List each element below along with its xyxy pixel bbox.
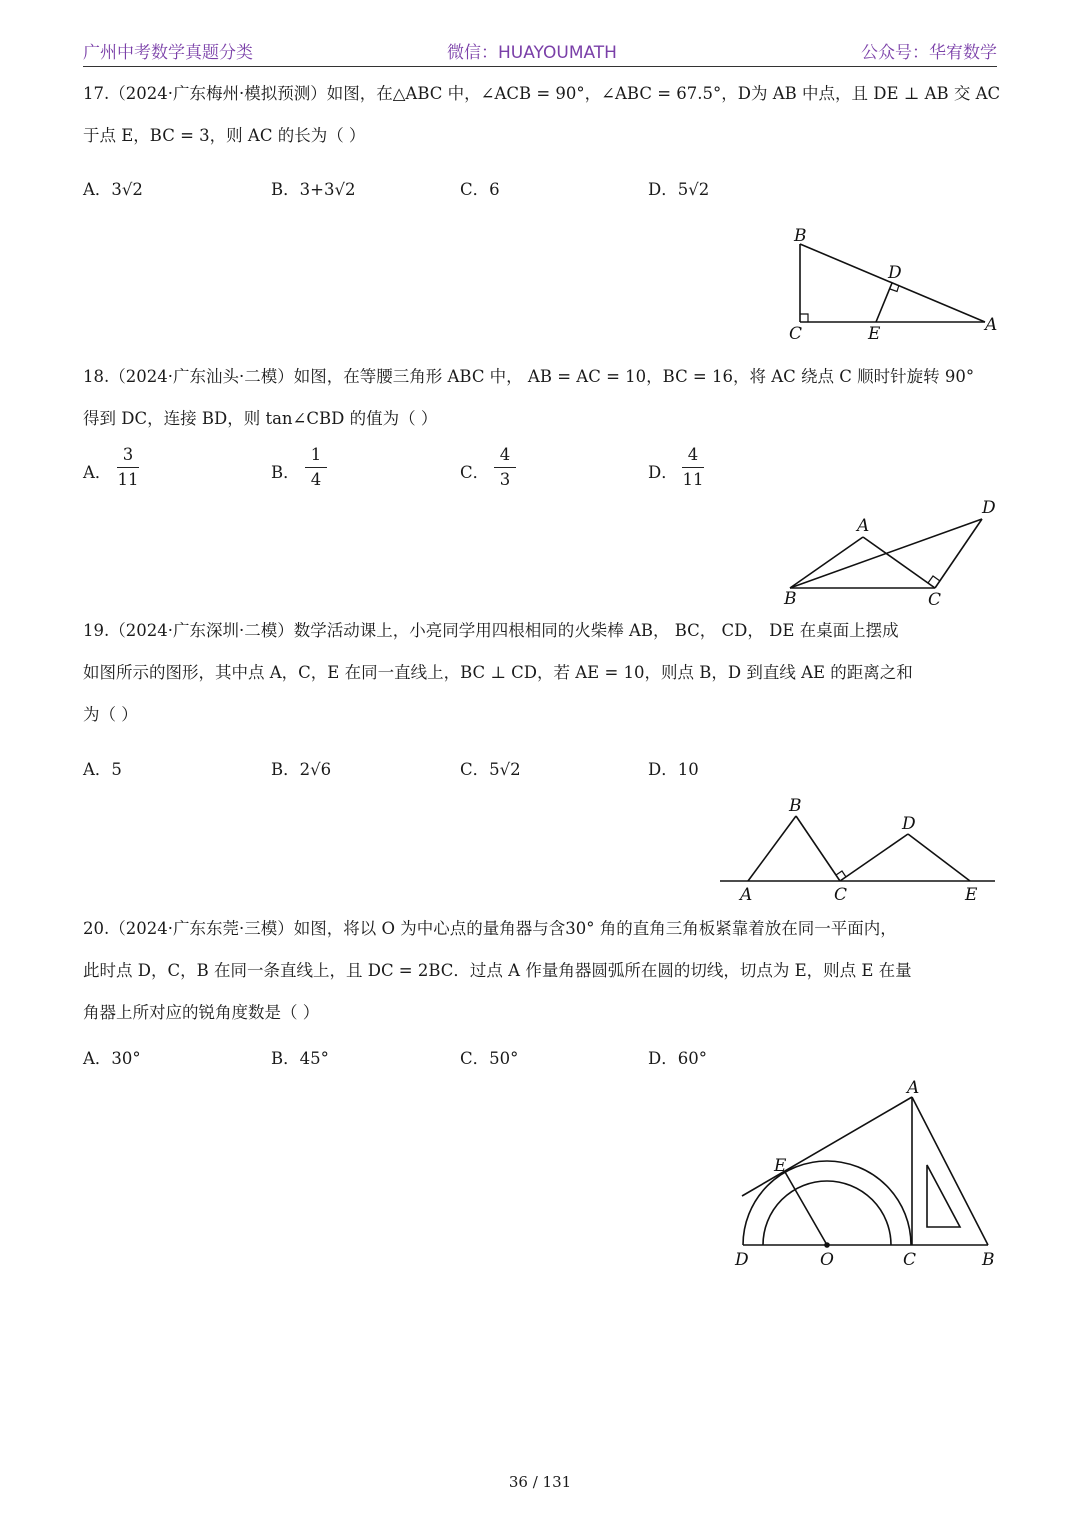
- option-b: B．3+3√2: [271, 180, 356, 199]
- question-text: 得到 DC，连接 BD，则 tan∠CBD 的值为（ ）: [83, 409, 438, 428]
- option-label: B．: [271, 463, 300, 482]
- option-d: D．10: [648, 760, 699, 779]
- label-e: E: [868, 324, 881, 344]
- figure-17: [780, 222, 1000, 344]
- center-point-o: [824, 1242, 830, 1248]
- figure-19: [715, 792, 1005, 904]
- page-number: 36 / 131: [508, 1473, 572, 1491]
- option-label: C．: [460, 463, 490, 482]
- label-a: A: [985, 315, 998, 335]
- option-label: D．: [648, 463, 678, 482]
- fraction-bar: [117, 467, 139, 468]
- segment-de: [908, 834, 970, 881]
- option-a: A．3√2: [83, 180, 143, 199]
- denominator: 4: [310, 470, 322, 489]
- segment-ab: [800, 244, 985, 322]
- fraction: [682, 445, 704, 490]
- right-angle-c: [800, 314, 808, 322]
- segment-ac: [863, 537, 935, 588]
- label-e: E: [774, 1156, 787, 1176]
- option-c: C．50°: [460, 1049, 519, 1068]
- label-c: C: [834, 885, 848, 904]
- question-text: 17.（2024·广东梅州·模拟预测）如图，在△ABC 中，∠ACB = 90°，∠ABC = 67.5°，D为 AB 中点，且 DE ⊥ AB 交 AC: [83, 84, 1001, 103]
- header-wechat: 微信：HUAYOUMATH: [447, 43, 617, 63]
- fraction-bar: [494, 467, 516, 468]
- fraction-bar: [305, 467, 327, 468]
- question-text: 此时点 D，C，B 在同一条直线上，且 DC = 2BC．过点 A 作量角器圆弧所在圆的切线，切点为 E，则点 E 在量: [83, 961, 912, 980]
- option-c: C．5√2: [460, 760, 521, 779]
- numerator: 3: [122, 445, 134, 464]
- label-e: E: [965, 885, 978, 904]
- header-title: 广州中考数学真题分类: [83, 43, 253, 63]
- fraction: [117, 445, 139, 490]
- header-account: 公众号：华宥数学: [861, 43, 997, 63]
- label-a: A: [740, 885, 753, 904]
- label-b: B: [982, 1250, 995, 1270]
- protractor-outer-arc: [743, 1161, 911, 1245]
- label-b: B: [794, 226, 807, 246]
- option-a: A．30°: [83, 1049, 141, 1068]
- question-text: 为（ ）: [83, 705, 138, 724]
- segment-ba: [790, 537, 863, 588]
- fraction-bar: [682, 467, 704, 468]
- option-b: B．2√6: [271, 760, 332, 779]
- segment-cd: [840, 834, 908, 881]
- option-b: B．45°: [271, 1049, 329, 1068]
- option-d: D．5√2: [648, 180, 710, 199]
- numerator: 1: [310, 445, 322, 464]
- label-b: B: [784, 589, 797, 608]
- label-c: C: [903, 1250, 917, 1270]
- question-text: 角器上所对应的锐角度数是（ ）: [83, 1003, 320, 1022]
- triangle-cutout: [927, 1165, 960, 1227]
- question-text: 19.（2024·广东深圳·二模）数学活动课上，小亮同学用四根相同的火柴棒 AB， BC， CD， DE 在桌面上摆成: [83, 621, 899, 640]
- denominator: 11: [682, 470, 704, 489]
- label-c: C: [928, 590, 942, 608]
- denominator: 3: [499, 470, 511, 489]
- label-d: D: [982, 498, 996, 518]
- segment-cd: [935, 519, 982, 588]
- option-label: A．: [83, 463, 112, 482]
- question-text: 20.（2024·广东东莞·三模）如图，将以 O 为中心点的量角器与含30° 角的直角三角板紧靠着放在同一平面内，: [83, 919, 897, 938]
- numerator: 4: [499, 445, 511, 464]
- label-d: D: [902, 814, 916, 834]
- segment-ab: [748, 816, 796, 881]
- label-c: C: [789, 324, 803, 344]
- question-text: 18.（2024·广东汕头·二模）如图，在等腰三角形 ABC 中， AB = AC = 10，BC = 16，将 AC 绕点 C 顺时针旋转 90°: [83, 367, 975, 386]
- label-d: D: [888, 263, 902, 283]
- fraction: [305, 445, 327, 490]
- option-a: A．5: [83, 760, 122, 779]
- label-d: D: [735, 1250, 749, 1270]
- label-a: A: [857, 516, 870, 536]
- segment-bc: [796, 816, 840, 881]
- numerator: 4: [687, 445, 699, 464]
- figure-20: [725, 1075, 1005, 1275]
- page-header: [83, 36, 997, 67]
- protractor-inner-arc: [763, 1181, 891, 1245]
- fraction: [494, 445, 516, 490]
- segment-bd: [790, 519, 982, 588]
- radius-oe: [785, 1172, 827, 1245]
- segment-ab: [912, 1097, 988, 1245]
- option-d: D．60°: [648, 1049, 707, 1068]
- label-b: B: [789, 796, 802, 816]
- label-a: A: [907, 1078, 920, 1098]
- question-text: 如图所示的图形，其中点 A，C，E 在同一直线上，BC ⊥ CD，若 AE = 10，则点 B，D 到直线 AE 的距离之和: [83, 663, 913, 682]
- label-o: O: [820, 1250, 834, 1270]
- denominator: 11: [117, 470, 139, 489]
- option-c: C．6: [460, 180, 500, 199]
- figure-18: [775, 496, 1005, 608]
- segment-de: [876, 283, 892, 322]
- question-text: 于点 E，BC = 3，则 AC 的长为（ ）: [83, 126, 366, 145]
